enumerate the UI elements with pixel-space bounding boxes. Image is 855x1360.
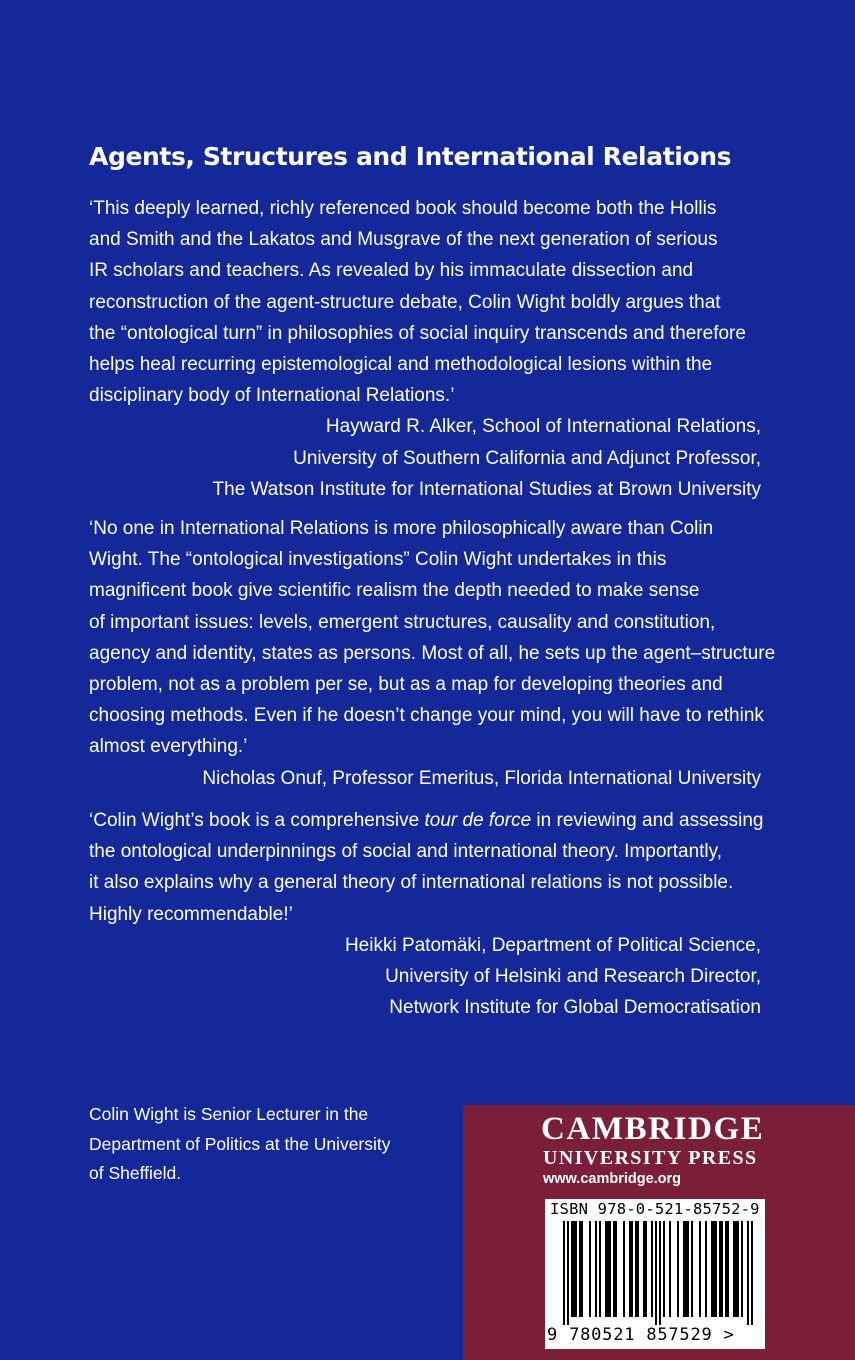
quote-italic: tour de force xyxy=(424,810,532,831)
quote-line: it also explains why a general theory of international relations is not possible. xyxy=(89,872,734,894)
attribution-line: The Watson Institute for International Studies at Brown University xyxy=(212,478,761,500)
barcode-bar xyxy=(721,1221,723,1317)
barcode-bar xyxy=(581,1221,583,1317)
barcode-number: 9 780521 857529 > xyxy=(547,1325,735,1345)
attribution-line: Network Institute for Global Democratisation xyxy=(389,997,761,1019)
quote-line: the ontological underpinnings of social and international theory. Importantly, xyxy=(89,841,723,863)
endorsement-onuf xyxy=(89,513,776,794)
barcode-bar xyxy=(567,1221,569,1325)
quote-line xyxy=(89,805,764,836)
publisher-website: www.cambridge.org xyxy=(543,1171,682,1187)
barcode-bar xyxy=(733,1221,735,1317)
attribution-line: Heikki Patomäki, Department of Political Science, xyxy=(344,934,761,956)
barcode-bar xyxy=(575,1221,577,1317)
quote-line: Wight. The “ontological investigations” Colin Wight undertakes in this xyxy=(89,549,667,571)
barcode-bar xyxy=(613,1221,615,1317)
barcode-bar xyxy=(725,1221,727,1317)
quote-line: Highly recommendable!’ xyxy=(89,903,293,925)
quote-line: IR scholars and teachers. As revealed by his immaculate dissection and xyxy=(89,260,694,282)
quote-line: of important issues: levels, emergent structures, causality and constitution, xyxy=(89,611,716,633)
book-title: Agents, Structures and International Relations xyxy=(89,142,732,171)
quote-line: problem, not as a problem per se, but as a map for developing theories and xyxy=(89,674,723,696)
bio-line: Colin Wight is Senior Lecturer in the xyxy=(89,1104,369,1124)
barcode-bar xyxy=(691,1221,693,1317)
quote-line: and Smith and the Lakatos and Musgrave of the next generation of serious xyxy=(89,229,718,251)
barcode-bar xyxy=(645,1221,647,1317)
barcode-bar xyxy=(607,1221,609,1317)
barcode-bar xyxy=(635,1221,637,1317)
barcode-bar xyxy=(677,1221,679,1317)
barcode-bar xyxy=(655,1221,657,1325)
barcode-bar xyxy=(623,1221,625,1317)
barcode-bar xyxy=(669,1221,671,1317)
quote-line: helps heal recurring epistemological and methodological lesions within the xyxy=(89,354,713,376)
publisher-logo-press: UNIVERSITY PRESS xyxy=(543,1147,758,1169)
barcode-bar xyxy=(705,1221,707,1317)
author-bio xyxy=(89,1100,419,1189)
bio-line: of Sheffield. xyxy=(89,1163,182,1183)
attribution-line: University of Helsinki and Research Director, xyxy=(385,966,761,988)
quote-line: magnificent book give scientific realism the depth needed to make sense xyxy=(89,580,700,602)
endorsement-patomaki xyxy=(89,805,764,1023)
barcode-bar xyxy=(573,1221,575,1317)
quote-line: the “ontological turn” in philosophies of social inquiry transcends and therefore xyxy=(89,322,746,344)
barcode-bar xyxy=(685,1221,687,1317)
attribution-line: Hayward R. Alker, School of International Relations, xyxy=(325,416,761,438)
barcode-bar xyxy=(737,1221,739,1317)
quote-text: ‘Colin Wight’s book is a comprehensive xyxy=(89,810,425,831)
quote-line: ‘No one in International Relations is more philosophically aware than Colin xyxy=(89,518,714,539)
quote-text: in reviewing and assessing xyxy=(531,810,764,831)
barcode-bar xyxy=(683,1221,685,1317)
attribution-line: University of Southern California and Adjunct Professor, xyxy=(293,447,761,469)
barcode-bar xyxy=(643,1221,645,1317)
barcode-bar xyxy=(747,1221,749,1325)
barcode-bar xyxy=(699,1221,701,1317)
quote-line: reconstruction of the agent-structure debate, Colin Wight boldly argues that xyxy=(89,291,721,313)
barcode-bar xyxy=(715,1221,717,1317)
isbn-label: ISBN 978-0-521-85752-9 xyxy=(550,1200,760,1218)
barcode-bar xyxy=(651,1221,653,1317)
barcode-bar xyxy=(629,1221,631,1317)
barcode-bar xyxy=(663,1221,665,1317)
barcode-bar xyxy=(711,1221,713,1317)
barcode-bar xyxy=(637,1221,639,1317)
barcode-bar xyxy=(727,1221,729,1317)
quote-line: almost everything.’ xyxy=(89,736,248,758)
barcode-bar xyxy=(571,1221,573,1317)
barcode-bar xyxy=(609,1221,611,1317)
barcode-bar xyxy=(659,1221,661,1325)
publisher-logo-name: CAMBRIDGE xyxy=(541,1111,765,1147)
attribution-line: Nicholas Onuf, Professor Emeritus, Florida International University xyxy=(202,767,761,789)
barcode-bar xyxy=(751,1221,753,1325)
barcode-bar xyxy=(589,1221,591,1317)
barcode-bar xyxy=(563,1221,565,1325)
barcode-bar xyxy=(741,1221,743,1317)
barcode-bars xyxy=(549,1221,761,1325)
bio-line: Department of Politics at the University xyxy=(89,1133,391,1154)
barcode-bar xyxy=(687,1221,689,1317)
quote-line: agency and identity, states as persons. Most of all, he sets up the agent–structure xyxy=(89,642,776,664)
quote-line: choosing methods. Even if he doesn’t change your mind, you will have to rethink xyxy=(89,705,764,727)
barcode xyxy=(545,1199,765,1349)
barcode-bar xyxy=(735,1221,737,1317)
barcode-bar xyxy=(713,1221,715,1317)
endorsement-alker xyxy=(89,193,761,505)
barcode-bar xyxy=(631,1221,633,1317)
barcode-bar xyxy=(579,1221,581,1317)
barcode-bar xyxy=(595,1221,597,1317)
barcode-bar xyxy=(615,1221,617,1317)
quote-line: disciplinary body of International Relations.’ xyxy=(89,385,455,407)
barcode-bar xyxy=(605,1221,607,1317)
barcode-bar xyxy=(599,1221,601,1317)
publisher-panel xyxy=(463,1105,855,1360)
barcode-bar xyxy=(719,1221,721,1317)
quote-line: ‘This deeply learned, richly referenced book should become both the Hollis xyxy=(89,198,717,219)
